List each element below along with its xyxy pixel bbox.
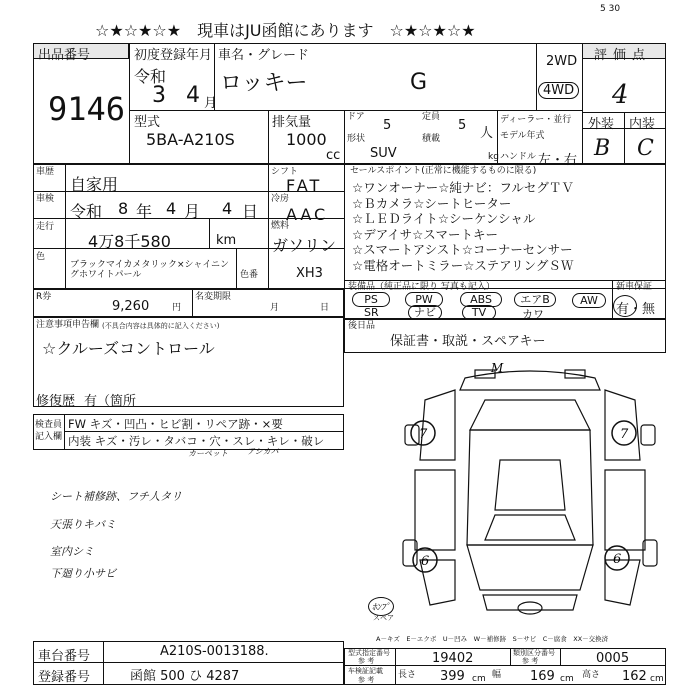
spec-length-label: 長さ — [398, 670, 417, 680]
after-value: 保証書・取説・スペアキー — [390, 334, 546, 349]
drive-2wd: 2WD — [546, 54, 578, 69]
sales-points-list — [352, 180, 574, 273]
inspection-year: 8 — [118, 199, 129, 218]
sales-point-item: ☆電格オートミラー☆ステアリングＳＷ — [352, 257, 574, 273]
first-reg-era: 令和 — [134, 67, 167, 86]
spec-dim-label: 车検証記載 — [348, 667, 383, 675]
ext-label: 外装 — [588, 117, 615, 132]
spec-width: 169 — [530, 669, 555, 684]
capacity-label: 定員 — [422, 112, 441, 122]
notes-sub: (不具合内容は具体的に記入ください) — [102, 322, 220, 330]
spec-height-unit: cm — [650, 674, 664, 684]
recycle-label: R券 — [36, 292, 52, 302]
damage-legend: A－キズ E－エクボ U－凹み W－補修跡 S－サビ C－腐食 XX－交換済 — [376, 635, 609, 643]
insp-label-1: 検査員 — [35, 420, 63, 430]
lot-number: 9146 — [48, 90, 126, 128]
equip-sr: SR — [364, 306, 379, 319]
repair-value: 有（箇所 — [84, 394, 137, 409]
notes-value: ☆クルーズコントロール — [42, 339, 215, 358]
capacity: 5 — [458, 118, 467, 133]
sales-point-item: ☆ＬＥＤライト☆シーケンシャル — [352, 211, 536, 226]
equipment-label: 装備品（純正品に限り 写真も記入） — [348, 282, 495, 292]
name-change-month: 月 — [270, 303, 280, 313]
equip-pw: PW — [405, 292, 443, 307]
equip-tv: TV — [462, 305, 496, 320]
doors-label: ドア — [347, 112, 365, 122]
first-reg-year: 3 — [152, 83, 166, 108]
recycle-unit: 円 — [172, 303, 182, 313]
diagram-mark: M — [491, 361, 504, 375]
spec-width-unit: cm — [560, 674, 574, 684]
spec-height: 162 — [622, 669, 647, 684]
handwritten-note: 室内シミ — [50, 545, 94, 558]
sales-point-item: ☆スマートアシスト☆コーナーセンサー — [352, 242, 573, 257]
inspection-day: 4 — [222, 199, 233, 218]
spec-length: 399 — [440, 669, 465, 684]
model-name: ロッキー — [220, 71, 308, 96]
handle: 左・右 — [538, 153, 578, 168]
spare-pump-note: ﾎﾝﾌﾟ — [368, 597, 394, 616]
warranty-circle — [613, 295, 637, 317]
spec-class: 0005 — [596, 651, 630, 666]
car-damage-diagram — [395, 360, 665, 630]
lot-label: 出品番号 — [38, 48, 91, 63]
new-warranty-label: 新車保証 — [616, 282, 653, 292]
inspection-label: 車検 — [36, 194, 55, 204]
body-label: 形状 — [347, 134, 366, 144]
fuel-label: 燃料 — [271, 221, 290, 231]
diagram-mark: 7 — [419, 427, 428, 442]
spec-type-label: 型式指定番号 — [348, 649, 390, 657]
model-name-label: 車名・グレード — [218, 48, 310, 63]
usage-label: 車歴 — [36, 167, 55, 177]
insp-row-2: 内装 キズ・汚レ・タバコ・穴・スレ・キレ・破レ — [68, 434, 325, 448]
usage: 自家用 — [70, 175, 119, 194]
first-reg-label: 初度登録年月 — [134, 48, 213, 63]
repair-label: 修復歴 — [36, 394, 76, 409]
spare-label: スペア — [373, 614, 394, 622]
load-unit: kg — [488, 152, 499, 162]
spec-height-label: 高さ — [582, 670, 601, 680]
model-code-label: 型式 — [134, 115, 161, 130]
insp-label-2: 記入欄 — [35, 432, 63, 442]
insp-hand-1: カーペット — [188, 449, 228, 458]
sales-point-item: ☆ワンオーナー☆純ナビ：フルセグＴＶ — [352, 180, 574, 195]
rating-value: 4 — [612, 80, 629, 110]
plate-number: 函館 500 ひ 4287 — [130, 669, 240, 684]
spec-type: 19402 — [432, 651, 474, 666]
spec-dim-sub: 参 考 — [358, 676, 375, 684]
equip-airbag: エアB — [514, 292, 556, 307]
mileage: 4万8千580 — [88, 232, 171, 251]
color-label: 色 — [36, 252, 46, 262]
equip-navi: ナビ — [408, 305, 442, 320]
inspection-year-unit: 年 — [136, 202, 153, 221]
doors: 5 — [383, 118, 392, 133]
insp-hand-2: アシカバ — [247, 447, 279, 456]
body-type: SUV — [370, 146, 397, 161]
color-no: XH3 — [296, 266, 323, 281]
inspection-month-unit: 月 — [184, 202, 201, 221]
corner-mark: 5 30 — [600, 4, 621, 14]
spec-width-label: 幅 — [492, 670, 502, 680]
capacity-unit: 人 — [480, 126, 494, 141]
handwritten-note: 下廻り小サビ — [50, 567, 116, 580]
sales-point-item: ☆デアイサ☆スマートキー — [352, 226, 499, 242]
model-code: 5BA-A210S — [146, 130, 235, 149]
handle-label: ハンドル — [500, 152, 537, 162]
sales-point-item: ☆Ｂカメラ☆シートヒーター — [352, 195, 512, 211]
plate-label: 登録番号 — [38, 670, 91, 685]
equip-leather: カワ — [522, 308, 544, 321]
diagram-mark: 6 — [421, 554, 430, 569]
mileage-label: 走行 — [36, 222, 55, 232]
after-label: 後日品 — [348, 321, 376, 331]
int-label: 内装 — [629, 117, 656, 132]
chassis-number: A210S-0013188. — [160, 644, 269, 659]
displacement-unit: cc — [326, 148, 341, 163]
drive-4wd-circled: 4WD — [538, 82, 579, 99]
equip-aw: AW — [572, 293, 606, 308]
model-grade: G — [410, 70, 428, 95]
ext-grade: B — [594, 136, 611, 161]
equip-abs: ABS — [460, 292, 502, 307]
first-reg-month-unit: 月 — [204, 96, 218, 111]
displacement-label: 排気量 — [272, 115, 312, 130]
model-year-label: モデル年式 — [500, 131, 545, 141]
inspection-month: 4 — [166, 199, 177, 218]
name-change-day: 日 — [320, 303, 330, 313]
insp-row-1: FW キズ・凹凸・ヒビ割・リペア跡・×要 — [68, 417, 283, 431]
spec-class-label: 類別区分番号 — [513, 649, 555, 657]
spec-class-sub: 参 考 — [522, 657, 539, 665]
spec-type-sub: 参 考 — [358, 657, 375, 665]
color-no-label: 色番 — [240, 270, 259, 280]
diagram-mark: 7 — [620, 427, 629, 442]
sales-points-label: セールスポイント(正常に機能するものに限る) — [350, 166, 537, 176]
first-reg-month: 4 — [186, 83, 200, 108]
shift-label: シフト — [271, 167, 299, 177]
int-grade: C — [637, 136, 654, 161]
name-change-label: 名変期限 — [195, 292, 232, 302]
handwritten-note: 天張りキバミ — [50, 518, 116, 531]
inspection-era: 令和 — [70, 202, 103, 221]
color: ブラックマイカメタリック×シャイニングホワイトパール — [70, 260, 230, 280]
recycle: 9,260 — [112, 299, 150, 314]
dealer-label: ディーラー・並行 — [500, 115, 572, 125]
shift: FAT — [286, 176, 323, 195]
diagram-mark: 6 — [613, 552, 622, 567]
aircon: AAC — [286, 205, 329, 224]
load-label: 積載 — [422, 134, 441, 144]
new-warranty: 有・無 — [616, 302, 656, 317]
handwritten-note: シート補修跡、フチ人タリ — [50, 490, 182, 503]
inspection-day-unit: 日 — [242, 202, 259, 221]
fuel: ガソリン — [272, 236, 337, 255]
aircon-label: 冷房 — [271, 194, 290, 204]
chassis-label: 車台番号 — [38, 649, 91, 664]
displacement: 1000 — [286, 130, 327, 149]
rating-label: 評価点 — [594, 48, 652, 63]
spec-length-unit: cm — [472, 674, 486, 684]
banner: ☆★☆★☆★ 現車はJU函館にあります ☆★☆★☆★ — [95, 21, 476, 40]
mileage-unit: km — [216, 233, 237, 248]
notes-label: 注意事項申告欄 — [36, 320, 100, 330]
equip-ps: PS — [352, 292, 390, 307]
